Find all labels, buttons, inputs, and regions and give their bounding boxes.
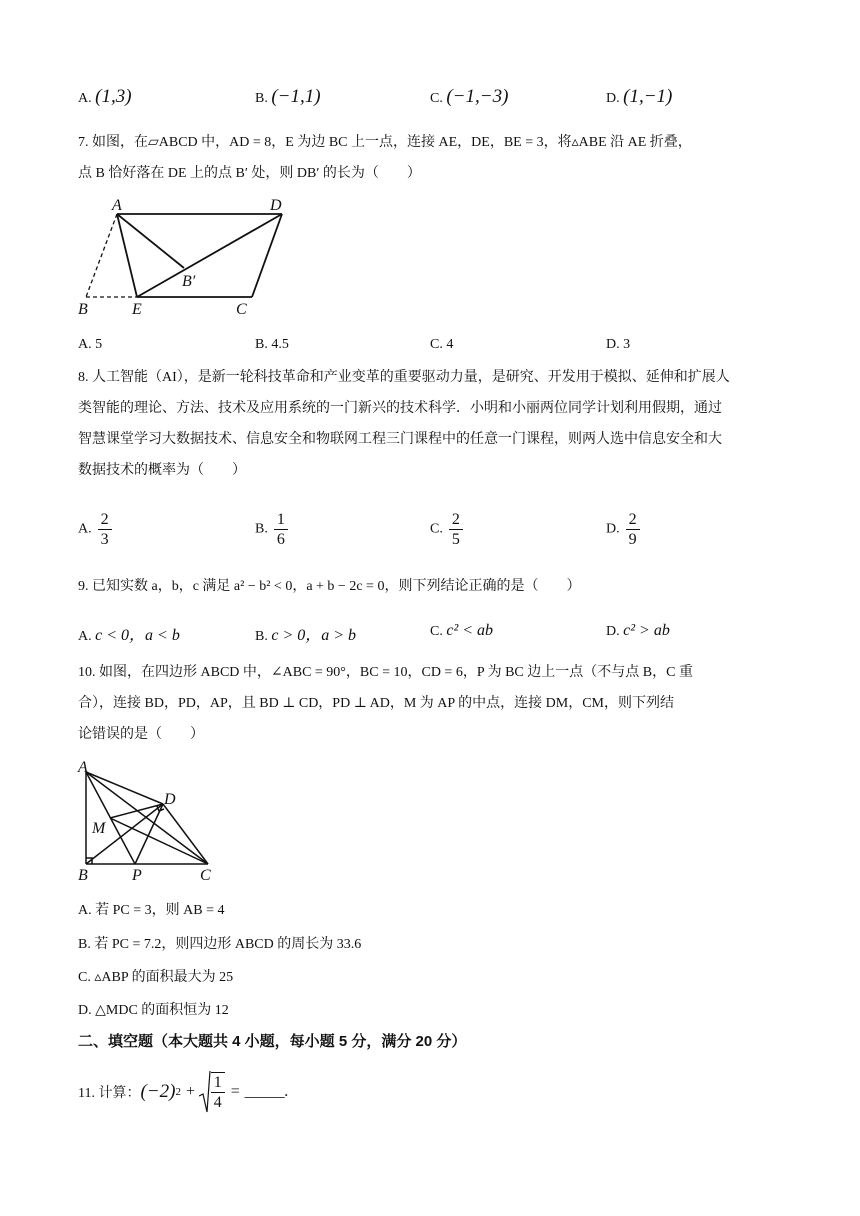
q10-label-m: M	[92, 820, 106, 837]
q8-option-a: A. $\frac{2}{3}$	[78, 510, 112, 549]
q10-figure	[72, 758, 232, 886]
q7-option-d: D. 3	[606, 337, 631, 352]
q10-label-d: D	[164, 791, 176, 808]
q7-label-d: D	[270, 197, 282, 214]
q8-line-3: 智慧课堂学习大数据技术、信息安全和物联网工程三门课程中的任意一门课程，则两人选中信息安全和大	[78, 432, 722, 447]
q7-label-b-prime: B′	[182, 273, 196, 290]
q10-line-1: 10. 如图，在四边形 ABCD 中，∠ABC = 90°，BC = 10，CD = 6，P 为 BC 边上一点（不与点 B，C 重	[78, 665, 693, 680]
q7-label-b: B	[78, 301, 88, 318]
q8-line-1: 8. 人工智能（AI），是新一轮科技革命和产业变革的重要驱动力量，是研究、开发用于模拟、延伸和扩展人	[78, 370, 730, 385]
q11-plus: +	[184, 1083, 196, 1100]
q11-exponent: 2	[175, 1086, 181, 1098]
q7-line-2: 点 B 恰好落在 DE 上的点 B′ 处，则 DB′ 的长为（ ）	[78, 166, 421, 181]
q8-line-4: 数据技术的概率为（ ）	[78, 463, 246, 478]
q11-base: (−2)	[140, 1081, 176, 1102]
q7-label-e: E	[132, 301, 142, 318]
q8-stem	[78, 362, 784, 486]
q9-line-1: 9. 已知实数 a，b，c 满足 a² − b² < 0，a + b − 2c = 0，则下列结论正确的是（ ）	[78, 579, 581, 594]
q10-option-c: C. ▵ABP 的面积最大为 25	[78, 970, 234, 985]
q9-stem	[78, 571, 784, 602]
q9-option-c: C. c² < ab	[430, 622, 494, 639]
q10-label-a: A	[78, 759, 88, 776]
q10-line-2: 合），连接 BD，PD，AP，且 BD ⊥ CD，PD ⊥ AD，M 为 AP 的中点，连接 DM，CM，则下列结	[78, 696, 674, 711]
q9-option-a: A. c < 0，a < b	[78, 627, 180, 644]
q7-label-a: A	[112, 197, 122, 214]
q7-label-c: C	[236, 301, 247, 318]
q7-option-b: B. 4.5	[255, 337, 289, 352]
q6-option-c: C. (−1,−3)	[430, 86, 509, 107]
q10-line-3: 论错误的是（ ）	[78, 727, 204, 742]
q10-label-p: P	[132, 867, 142, 884]
q7-figure	[72, 192, 302, 322]
q9-option-d: D. c² > ab	[606, 622, 670, 639]
q10-label-b: B	[78, 867, 88, 884]
q8-option-b: B. $\frac{1}{6}$	[255, 510, 288, 549]
q11-answer-blank[interactable]: = _____.	[229, 1083, 289, 1100]
q9-option-b: B. c > 0，a > b	[255, 627, 357, 644]
q11-prefix: 11. 计算：	[78, 1086, 141, 1101]
q6-option-d: D. (1,−1)	[606, 86, 673, 107]
q10-stem	[78, 657, 784, 750]
q10-option-b: B. 若 PC = 7.2，则四边形 ABCD 的周长为 33.6	[78, 937, 362, 952]
q8-option-c: C. $\frac{2}{5}$	[430, 510, 463, 549]
q7-stem	[78, 127, 784, 189]
q11-stem	[78, 1070, 289, 1114]
q6-option-b: B. (−1,1)	[255, 86, 321, 107]
section-heading: 二、填空题（本大题共 4 小题，每小题 5 分，满分 20 分）	[78, 1033, 467, 1050]
q8-option-d: D. $\frac{2}{9}$	[606, 510, 640, 549]
q8-line-2: 类智能的理论、方法、技术及应用系统的一门新兴的技术科学．小明和小丽两位同学计划利用假期，通过	[78, 401, 722, 416]
q10-option-d: D. △MDC 的面积恒为 12	[78, 1003, 229, 1018]
q11-radical: $\frac{1}{4}$	[199, 1070, 225, 1114]
q6-option-a: A. (1,3)	[78, 86, 132, 107]
q7-option-c: C. 4	[430, 337, 454, 352]
q10-label-c: C	[200, 867, 211, 884]
sqrt-icon	[199, 1070, 211, 1114]
q10-option-a: A. 若 PC = 3，则 AB = 4	[78, 903, 225, 918]
q7-line-1: 7. 如图，在▱ABCD 中，AD = 8，E 为边 BC 上一点，连接 AE，DE，BE = 3，将▵ABE 沿 AE 折叠，	[78, 135, 692, 150]
q7-option-a: A. 5	[78, 337, 103, 352]
